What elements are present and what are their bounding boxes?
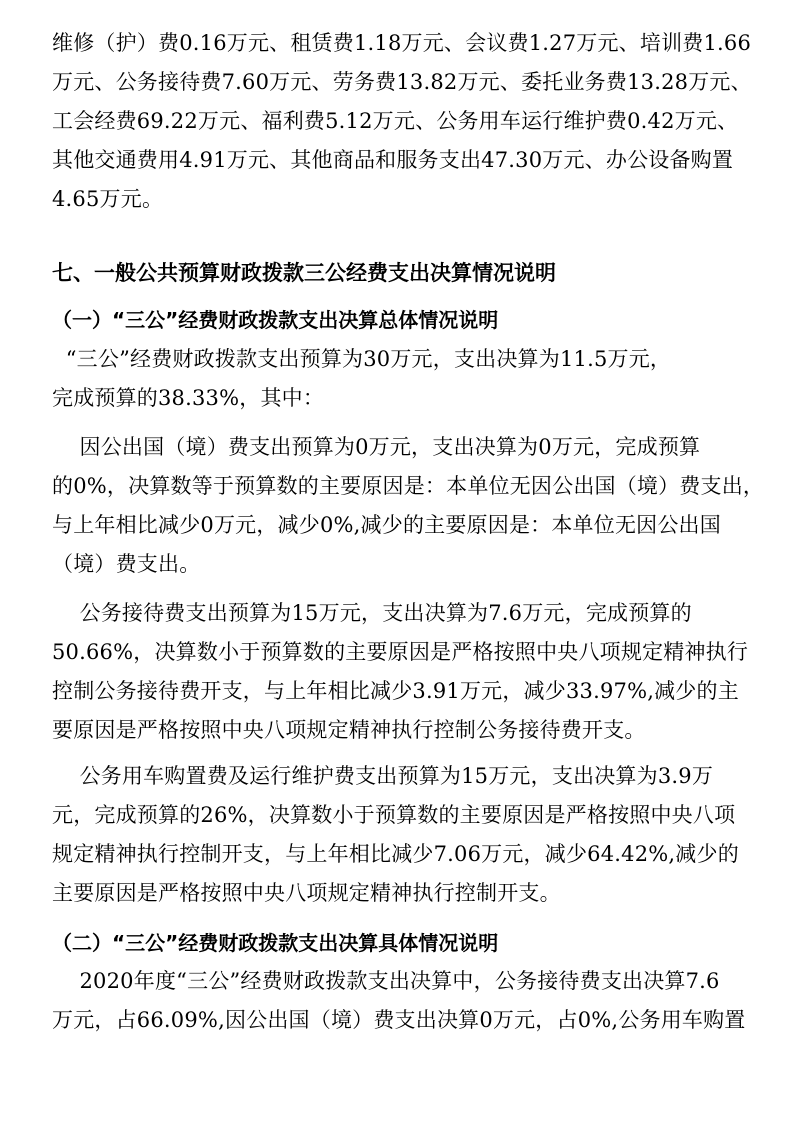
text-line: （境）费支出。 — [52, 552, 201, 576]
paragraph-reception — [52, 594, 752, 750]
paragraph-vehicle — [52, 757, 752, 913]
text-line: 的0%，决算数等于预算数的主要原因是：本单位无因公出国（境）费支出， — [52, 474, 765, 498]
paragraph-detail — [52, 962, 752, 1040]
text-line: 2020年度“三公”经费财政拨款支出决算中，公务接待费支出决算7.6 — [52, 969, 720, 993]
paragraph-abroad — [52, 428, 765, 584]
text-line: 主要原因是严格按照中央八项规定精神执行控制开支。 — [52, 881, 561, 905]
text-line: 万元、公务接待费7.60万元、劳务费13.82万元、委托业务费13.28万元、 — [52, 70, 752, 94]
paragraph-expense-breakdown — [52, 24, 752, 219]
subsection-heading-detail: （二）“三公”经费财政拨款支出决算具体情况说明 — [52, 931, 499, 955]
text-line: 维修（护）费0.16万元、租赁费1.18万元、会议费1.27万元、培训费1.66 — [52, 31, 752, 55]
text-line: 控制公务接待费开支，与上年相比减少3.91万元，减少33.97%,减少的主 — [52, 679, 739, 703]
text-line: “三公”经费财政拨款支出预算为30万元，支出决算为11.5万元， — [52, 347, 672, 371]
text-line: 万元，占66.09%,因公出国（境）费支出决算0万元，占0%,公务用车购置 — [52, 1008, 746, 1032]
text-line: 4.65万元。 — [52, 187, 164, 211]
section-heading-7: 七、一般公共预算财政拨款三公经费支出决算情况说明 — [52, 261, 556, 285]
text-line: 与上年相比减少0万元，减少0%,减少的主要原因是：本单位无因公出国 — [52, 513, 721, 537]
text-line: 规定精神执行控制开支，与上年相比减少7.06万元，减少64.42%,减少的 — [52, 842, 739, 866]
text-line: 其他交通费用4.91万元、其他商品和服务支出47.30万元、办公设备购置 — [52, 148, 734, 172]
text-line: 公务用车购置费及运行维护费支出预算为15万元，支出决算为3.9万 — [52, 764, 714, 788]
paragraph-overall — [52, 340, 752, 418]
text-line: 公务接待费支出预算为15万元，支出决算为7.6万元，完成预算的 — [52, 601, 692, 625]
text-line: 元，完成预算的26%，决算数小于预算数的主要原因是严格按照中央八项 — [52, 803, 736, 827]
text-line: 工会经费69.22万元、福利费5.12万元、公务用车运行维护费0.42万元、 — [52, 109, 739, 133]
text-line: 因公出国（境）费支出预算为0万元，支出决算为0万元，完成预算 — [52, 435, 701, 459]
text-line: 完成预算的38.33%，其中： — [52, 386, 325, 410]
text-line: 要原因是严格按照中央八项规定精神执行控制公务接待费开支。 — [52, 718, 646, 742]
subsection-heading-overall: （一）“三公”经费财政拨款支出决算总体情况说明 — [52, 308, 499, 332]
text-line: 50.66%，决算数小于预算数的主要原因是严格按照中央八项规定精神执行 — [52, 640, 749, 664]
